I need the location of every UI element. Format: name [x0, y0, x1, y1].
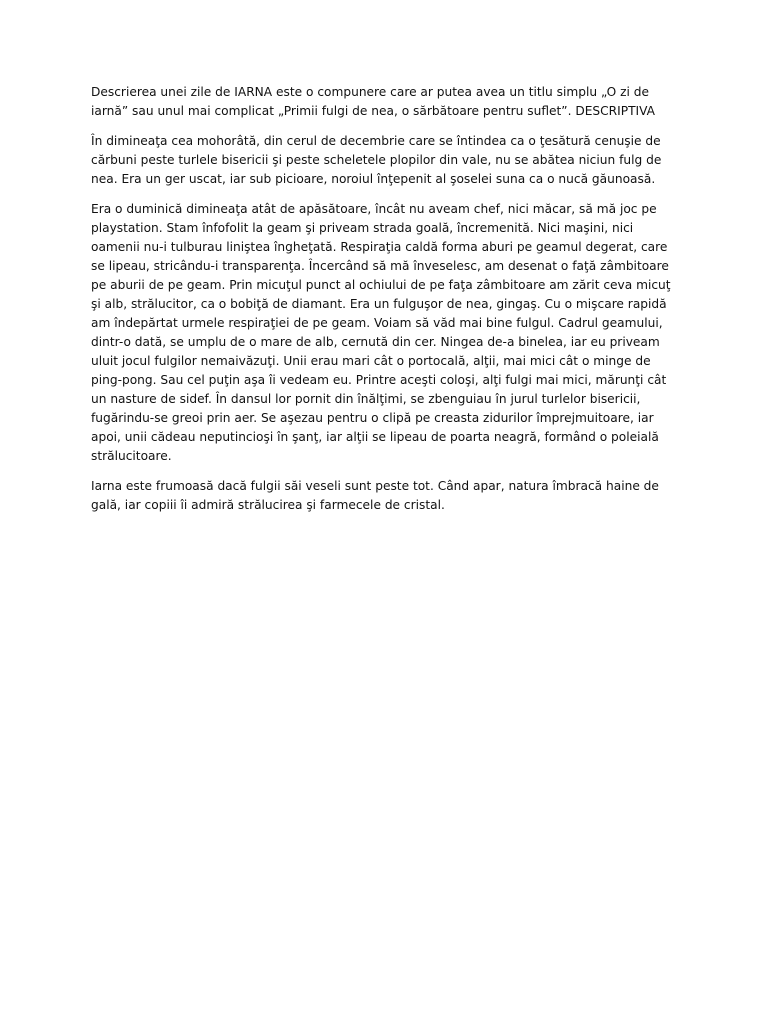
paragraph-conclusion: Iarna este frumoasă dacă fulgii săi veseli sunt peste tot. Când apar, natura îmbracă haine de gală, iar copiii îi admiră strălucirea şi farmecele de cristal. — [91, 479, 659, 512]
paragraph-morning: În dimineaţa cea mohorâtă, din cerul de decembrie care se întindea ca o ţesătură cenuşie de cărbuni peste turlele bisericii şi peste scheletele plopilor din vale, nu se abătea niciun fulg de nea. Era un ger uscat, iar sub picioare, noroiul înţepenit al şoselei suna ca o nucă găunoasă. — [91, 134, 662, 186]
document-body — [91, 83, 681, 526]
paragraph-intro: Descrierea unei zile de IARNA este o compunere care ar putea avea un titlu simplu „O zi de iarnă” sau unul mai complicat „Primii fulgi de nea, o sărbătoare pentru suflet”. DESCRIPTIVA — [91, 85, 656, 118]
paragraph-snowfall: Era o duminică dimineaţa atât de apăsătoare, încât nu aveam chef, nici măcar, să mă joc pe playstation. Stam înfofolit la geam şi priveam strada goală, încremenită. Nici maşini, nici oamenii nu-i tulburau liniştea îngheţată. Respiraţia caldă forma aburi pe geamul degerat, care se lipeau, stricându-i transparenţa. Încercând să mă înveselesc, am desenat o faţă zâmbitoare pe aburii de pe geam. Prin micuţul punct al ochiului de pe faţa zâmbitoare am zărit ceva micuţ şi alb, strălucitor, ca o bobiţă de diamant. Era un fulguşor de nea, gingaş. Cu o mişcare rapidă am îndepărtat urmele respiraţiei de pe geam. Voiam să văd mai bine fulgul. Cadrul geamului, dintr-o dată, se umplu de o mare de alb, cernută din cer. Ningea de-a binelea, iar eu priveam uluit jocul fulgilor nemaivăzuţi. Unii erau mari cât o portocală, alţii, mai mici cât o minge de ping-pong. Sau cel puţin aşa îi vedeam eu. Printre aceşti coloşi, alţi fulgi mai mici, mărunţi cât un nasture de sidef. În dansul lor pornit din înălţimi, se zbenguiau în jurul turlelor bisericii, fugărindu-se greoi prin aer. Se aşezau pentru o clipă pe creasta zidurilor împrejmuitoare, iar apoi, unii cădeau neputincioşi în şanţ, iar alţii se lipeau de poarta neagră, formând o poleială strălucitoare. — [91, 202, 671, 463]
